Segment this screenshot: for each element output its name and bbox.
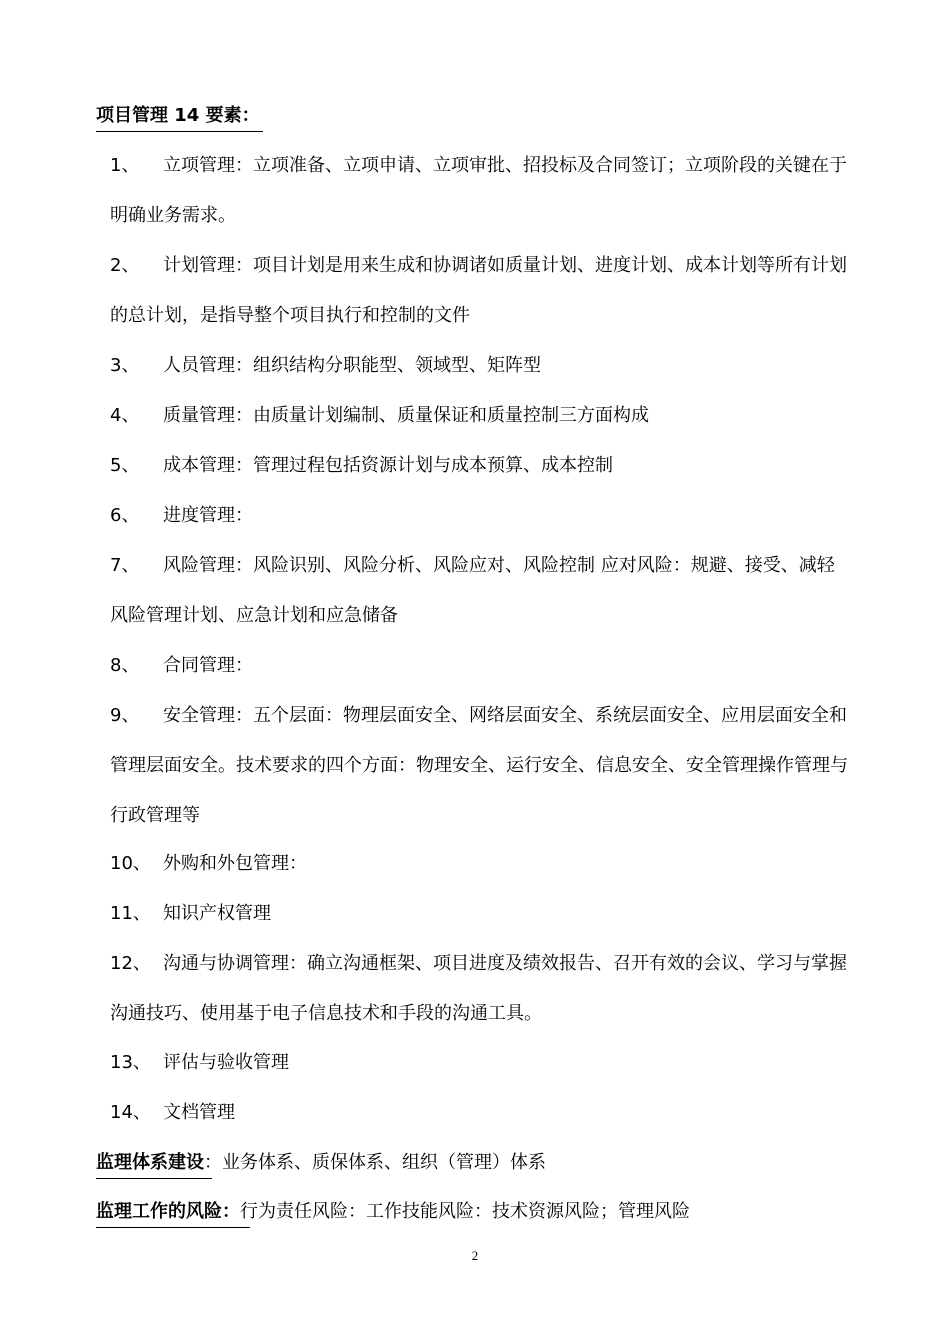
item-text: 质量管理：由质量计划编制、质量保证和质量控制三方面构成 (163, 405, 649, 426)
item-text: 评估与验收管理 (163, 1052, 289, 1073)
item-number: 11、 (110, 903, 151, 924)
list-item (110, 939, 858, 1039)
item-number: 14、 (110, 1102, 151, 1123)
item-number: 8、 (110, 655, 140, 676)
item-text: 安全管理：五个层面：物理层面安全、网络层面安全、系统层面安全、应用层面安全和管理层面安全。技术要求的四个方面：物理安全、运行安全、信息安全、安全管理操作管理与行政管理等 (110, 705, 848, 826)
item-text: 沟通与协调管理：确立沟通框架、项目进度及绩效报告、召开有效的会议、学习与掌握沟通技巧、使用基于电子信息技术和手段的沟通工具。 (110, 953, 847, 1024)
item-number: 13、 (110, 1052, 151, 1073)
item-text: 风险管理：风险识别、风险分析、风险应对、风险控制 应对风险：规避、接受、减轻 风险管理计划、应急计划和应急储备 (110, 555, 835, 626)
list-item (110, 141, 858, 241)
item-number: 9、 (110, 705, 140, 726)
item-number: 6、 (110, 505, 140, 526)
item-text: 知识产权管理 (163, 903, 271, 924)
item-number: 12、 (110, 953, 151, 974)
list-item (110, 641, 858, 691)
item-text: 立项管理：立项准备、立项申请、立项审批、招投标及合同签订；立项阶段的关键在于明确业务需求。 (110, 155, 847, 226)
supervision-risk-label: 监理工作的风险： (96, 1201, 240, 1222)
list-item (110, 1038, 858, 1088)
supervision-system-text: ：业务体系、质保体系、组织（管理）体系 (204, 1152, 546, 1173)
item-text: 成本管理：管理过程包括资源计划与成本预算、成本控制 (163, 455, 613, 476)
item-text: 人员管理：组织结构分职能型、领域型、矩阵型 (163, 355, 541, 376)
list-item (110, 241, 858, 341)
item-number: 1、 (110, 155, 140, 176)
item-number: 10、 (110, 853, 151, 874)
supervision-system-line (96, 1149, 546, 1177)
list-item (110, 391, 858, 441)
list-item (110, 889, 858, 939)
item-text: 合同管理： (163, 655, 253, 676)
item-text: 计划管理：项目计划是用来生成和协调诸如质量计划、进度计划、成本计划等所有计划的总计划，是指导整个项目执行和控制的文件 (110, 255, 847, 326)
supervision-system-label: 监理体系建设 (96, 1152, 204, 1173)
item-text: 文档管理 (163, 1102, 235, 1123)
supervision-risk-text: 行为责任风险：工作技能风险：技术资源风险；管理风险 (240, 1201, 690, 1222)
item-text: 外购和外包管理： (163, 853, 307, 874)
item-number: 7、 (110, 555, 140, 576)
item-text: 进度管理： (163, 505, 253, 526)
list-item (110, 839, 858, 889)
list-item (110, 491, 858, 541)
section-heading: 项目管理 14 要素： (96, 105, 260, 126)
supervision-risk-underline (96, 1227, 250, 1228)
list-item (110, 341, 858, 391)
item-number: 4、 (110, 405, 140, 426)
list-item (110, 691, 858, 841)
list-item (110, 1088, 858, 1138)
page-number: 2 (471, 1248, 479, 1263)
list-item (110, 541, 858, 641)
heading-underline (96, 131, 263, 132)
item-number: 5、 (110, 455, 140, 476)
item-number: 2、 (110, 255, 140, 276)
supervision-risk-line (96, 1198, 690, 1226)
supervision-system-underline (96, 1178, 212, 1179)
list-item (110, 441, 858, 491)
item-number: 3、 (110, 355, 140, 376)
